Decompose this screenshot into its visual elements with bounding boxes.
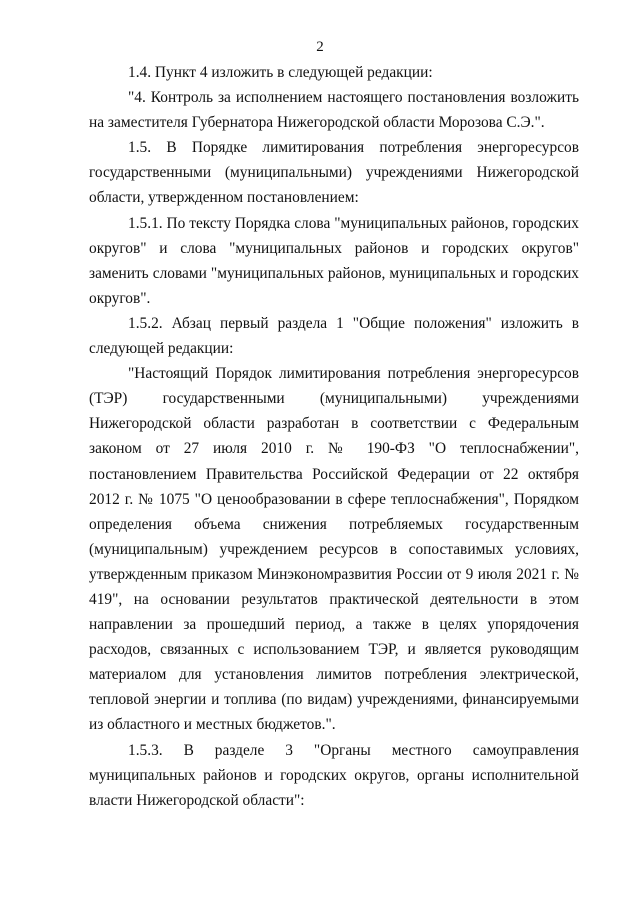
paragraph-1-5: 1.5. В Порядке лимитирования потребления энергоресурсов государственными (муниципальными) учреждениями Нижегородской области, утвержденном постановлением: bbox=[89, 139, 579, 207]
document-body bbox=[89, 60, 579, 813]
paragraph-1-5-3: 1.5.3. В разделе 3 "Органы местного самоуправления муниципальных районов и городских округов, органы исполнительной власти Нижегородской области": bbox=[89, 741, 579, 809]
page-number: 2 bbox=[316, 39, 324, 55]
paragraph-1-4: 1.4. Пункт 4 изложить в следующей редакции: bbox=[128, 64, 433, 81]
paragraph-quote-procedure: "Настоящий Порядок лимитирования потребления энергоресурсов (ТЭР) государственными (муниципальными) учреждениями Нижегородской области разработан в соответствии с Федеральным законом от 27 июля 2010 г. № 190-ФЗ "О теплоснабжении", постановлением Правительства Российской Федерации от 22 октября 2012 г. № 1075 "О ценообразовании в сфере теплоснабжения", Порядком определения объема снижения потребляемых государственным (муниципальным) учреждением ресурсов в сопоставимых условиях, утвержденным приказом Минэкономразвития России от 9 июля 2021 г. № 419", на основании результатов практической деятельности в этом направлении за прошедший период, а также в целях упорядочения расходов, связанных с использованием ТЭР, и является руководящим материалом для установления лимитов потребления электрической, тепловой энергии и топлива (по видам) учреждениями, финансируемыми из областного и местных бюджетов.". bbox=[89, 365, 579, 734]
paragraph-quote-point-4: "4. Контроль за исполнением настоящего постановления возложить на заместителя Губернатора Нижегородской области Морозова С.Э.". bbox=[89, 89, 579, 132]
paragraph-1-5-2: 1.5.2. Абзац первый раздела 1 "Общие положения" изложить в следующей редакции: bbox=[89, 314, 579, 358]
paragraph-1-5-1: 1.5.1. По тексту Порядка слова "муниципальных районов, городских округов" и слова "муниципальных районов и городских округов" заменить словами "муниципальных районов, муниципальных и городских округов". bbox=[89, 214, 579, 307]
